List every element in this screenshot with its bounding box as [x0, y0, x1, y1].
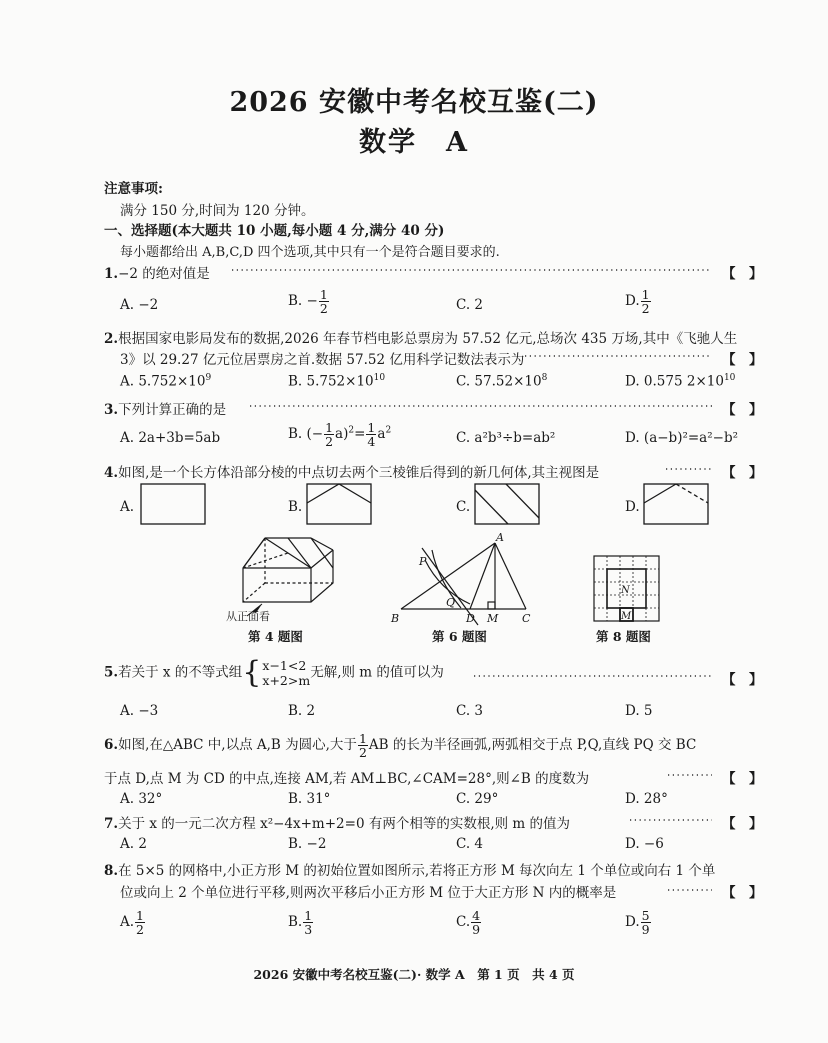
q4-option-c-label[interactable]: C.	[456, 499, 471, 515]
q5-inequality-system	[242, 655, 311, 690]
q7-number: 7.	[104, 816, 119, 832]
q5-option-c[interactable]: C. 3	[456, 703, 484, 719]
q8-d-prefix: D.	[625, 914, 640, 930]
q4-option-a-label[interactable]: A.	[120, 499, 135, 515]
q2-line2: 3》以 29.27 亿元位居票房之首.数据 57.52 亿用科学记数法表示为	[120, 352, 525, 368]
q5-answer-bracket[interactable]: 【 】	[722, 672, 763, 688]
q7-option-c[interactable]: C. 4	[456, 836, 484, 852]
q3-b-den1: 2	[325, 434, 334, 449]
q6-number: 6.	[104, 737, 119, 753]
q8-option-a[interactable]	[120, 909, 146, 936]
q8-line1	[104, 859, 715, 879]
q3-number: 3.	[104, 402, 119, 418]
exam-subtitle: 数学 A	[359, 127, 469, 158]
fig8-caption: 第 8 题图	[596, 629, 651, 644]
q3-b-num2: 1	[367, 420, 376, 435]
fig6-label-b: B	[391, 612, 400, 625]
q1-d-prefix: D.	[625, 293, 640, 309]
fig4-view-label: 从正面看	[226, 610, 270, 623]
q2-line1-text: 根据国家电影局发布的数据,2026 年春节档电影总票房为 57.52 亿元,总场次 435 万场,其中《飞驰人生	[118, 331, 738, 347]
q5-row1: x−1<2	[262, 658, 307, 673]
fig8-label-n: N	[621, 585, 630, 596]
fig4-solid	[243, 538, 333, 602]
q6-line1-pre: 如图,在△ABC 中,以点 A,B 为圆心,大于	[118, 737, 357, 753]
fig6-label-d: D	[466, 612, 475, 625]
q8-c-num: 4	[472, 908, 481, 923]
q3-b-exp2: 2	[385, 425, 392, 436]
q6-option-a[interactable]: A. 32°	[120, 791, 163, 807]
q8-d-den: 9	[641, 922, 650, 937]
fig6-label-q: Q	[446, 596, 456, 609]
q3-b-mid: a)	[335, 426, 349, 442]
q6-line1-post: AB 的长为半径画弧,两弧相交于点 P,Q,直线 PQ 交 BC	[368, 737, 697, 753]
q4-text: 如图,是一个长方体沿部分棱的中点切去两个三棱锥后得到的新几何体,其主视图是	[118, 465, 600, 481]
q3-b-prefix: B. (−	[288, 426, 324, 442]
q5-stem	[104, 655, 444, 690]
fig6-side-ad	[470, 543, 495, 609]
q8-b-num: 1	[304, 908, 313, 923]
fig4-caption: 第 4 题图	[248, 629, 303, 644]
q1-text: −2 的绝对值是	[118, 266, 210, 282]
q2-a-base: A. 5.752×10	[120, 373, 206, 390]
fig6-caption: 第 6 题图	[432, 629, 487, 644]
q3-answer-bracket[interactable]: 【 】	[722, 402, 763, 418]
q7-option-a[interactable]: A. 2	[120, 836, 147, 852]
q8-c-fraction	[471, 909, 481, 936]
notice-body: 满分 150 分,时间为 120 分钟。	[120, 203, 315, 219]
q2-d-exp: 10	[723, 373, 736, 383]
section-instruction: 每小题都给出 A,B,C,D 四个选项,其中只有一个是符合题目要求的.	[120, 245, 500, 260]
q2-d-base: D. 0.575 2×10	[625, 373, 724, 390]
q2-answer-bracket[interactable]: 【 】	[722, 352, 763, 368]
fig6-side-ac	[495, 543, 526, 609]
q3-b-eq: =	[354, 426, 366, 442]
q2-b-exp: 10	[373, 373, 386, 383]
q5-brace-icon: {	[242, 655, 262, 690]
q3-b-den2: 4	[367, 434, 376, 449]
q6-fraction	[358, 732, 368, 759]
q4-option-d-label[interactable]: D.	[625, 499, 640, 515]
q3-text: 下列计算正确的是	[118, 402, 227, 418]
q4-number: 4.	[104, 465, 119, 481]
q6-option-b[interactable]: B. 31°	[288, 791, 331, 807]
q5-pre: 若关于 x 的不等式组	[118, 664, 243, 681]
q2-c-base: C. 57.52×10	[456, 373, 542, 390]
q3-b-exp1: 2	[348, 425, 355, 436]
q7-text: 关于 x 的一元二次方程 x²−4x+m+2=0 有两个相等的实数根,则 m 的值为	[118, 816, 571, 832]
q8-a-fraction	[135, 909, 145, 936]
q1-answer-bracket[interactable]: 【 】	[722, 266, 763, 282]
q7-answer-bracket[interactable]: 【 】	[722, 816, 763, 832]
exam-title: 2026 安徽中考名校互鉴(二)	[229, 87, 599, 118]
section-heading: 一、选择题(本大题共 10 小题,每小题 4 分,满分 40 分)	[104, 223, 445, 239]
q6-answer-bracket[interactable]: 【 】	[722, 771, 763, 787]
fig8-label-m: M	[621, 611, 632, 622]
q1-number: 1.	[104, 266, 119, 282]
q5-option-a[interactable]: A. −3	[120, 703, 159, 719]
q8-d-num: 5	[641, 908, 650, 923]
q8-d-fraction	[641, 909, 651, 936]
q8-line1-text: 在 5×5 的网格中,小正方形 M 的初始位置如图所示,若将正方形 M 每次向左 1 个单位或向右 1 个单	[118, 863, 716, 879]
q2-number: 2.	[104, 331, 119, 347]
q6-line2: 于点 D,点 M 为 CD 的中点,连接 AM,若 AM⊥BC,∠CAM=28°,则∠B 的度数为	[104, 771, 590, 787]
q3-option-c[interactable]: C. a²b³÷b=ab²	[456, 430, 556, 446]
q3-b-post: a	[377, 426, 386, 442]
q1-d-den: 2	[641, 301, 650, 316]
q8-a-prefix: A.	[120, 914, 135, 930]
q8-c-den: 9	[472, 922, 481, 937]
q2-b-base: B. 5.752×10	[288, 373, 374, 390]
fig6-label-m: M	[487, 612, 499, 625]
q7-stem	[104, 812, 570, 832]
fig6-label-a: A	[496, 531, 504, 544]
q4-option-b-label[interactable]: B.	[288, 499, 303, 515]
q7-option-d[interactable]: D. −6	[625, 836, 664, 852]
q8-c-prefix: C.	[456, 914, 471, 930]
fig6-label-p: P	[419, 555, 427, 568]
q8-option-c[interactable]	[456, 909, 482, 936]
q8-a-den: 2	[136, 922, 144, 937]
fig6-right-angle	[488, 602, 495, 609]
q5-option-b[interactable]: B. 2	[288, 703, 316, 719]
q3-option-a[interactable]: A. 2a+3b=5ab	[120, 430, 221, 446]
q7-option-b[interactable]: B. −2	[288, 836, 327, 852]
q2-a-exp: 9	[205, 373, 212, 383]
q3-b-num1: 1	[325, 420, 334, 435]
q4-answer-bracket[interactable]: 【 】	[722, 465, 763, 481]
q8-b-prefix: B.	[288, 914, 303, 930]
q8-b-fraction	[303, 909, 313, 936]
fig6-label-c: C	[522, 612, 531, 625]
q1-option-a[interactable]: A. −2	[120, 297, 159, 313]
q3-option-d[interactable]: D. (a−b)²=a²−b²	[625, 430, 739, 446]
q8-b-den: 3	[304, 922, 313, 937]
q1-b-prefix: B. −	[288, 293, 318, 309]
q8-a-num: 1	[136, 908, 144, 923]
q6-option-c[interactable]: C. 29°	[456, 791, 499, 807]
q1-b-den: 2	[319, 301, 328, 316]
q8-option-b[interactable]	[288, 909, 314, 936]
q5-option-d[interactable]: D. 5	[625, 703, 653, 719]
notice-heading: 注意事项:	[104, 181, 163, 197]
q5-post: 无解,则 m 的值可以为	[310, 664, 444, 681]
q5-row2: x+2>m	[262, 673, 311, 688]
q6-frac-num: 1	[358, 731, 367, 746]
q8-number: 8.	[104, 863, 119, 879]
q5-number: 5.	[104, 664, 119, 681]
q8-option-d[interactable]	[625, 909, 652, 936]
q1-b-num: 1	[319, 287, 328, 302]
q1-d-num: 1	[641, 287, 650, 302]
q6-line1	[104, 732, 696, 759]
q6-option-d[interactable]: D. 28°	[625, 791, 668, 807]
q8-answer-bracket[interactable]: 【 】	[722, 885, 763, 901]
q1-option-c[interactable]: C. 2	[456, 297, 484, 313]
q6-frac-den: 2	[358, 745, 367, 760]
q2-c-exp: 8	[541, 373, 548, 383]
page-footer: 2026 安徽中考名校互鉴(二)· 数学 A 第 1 页 共 4 页	[253, 967, 575, 982]
q8-line2: 位或向上 2 个单位进行平移,则两次平移后小正方形 M 位于大正方形 N 内的概率是	[120, 885, 617, 901]
